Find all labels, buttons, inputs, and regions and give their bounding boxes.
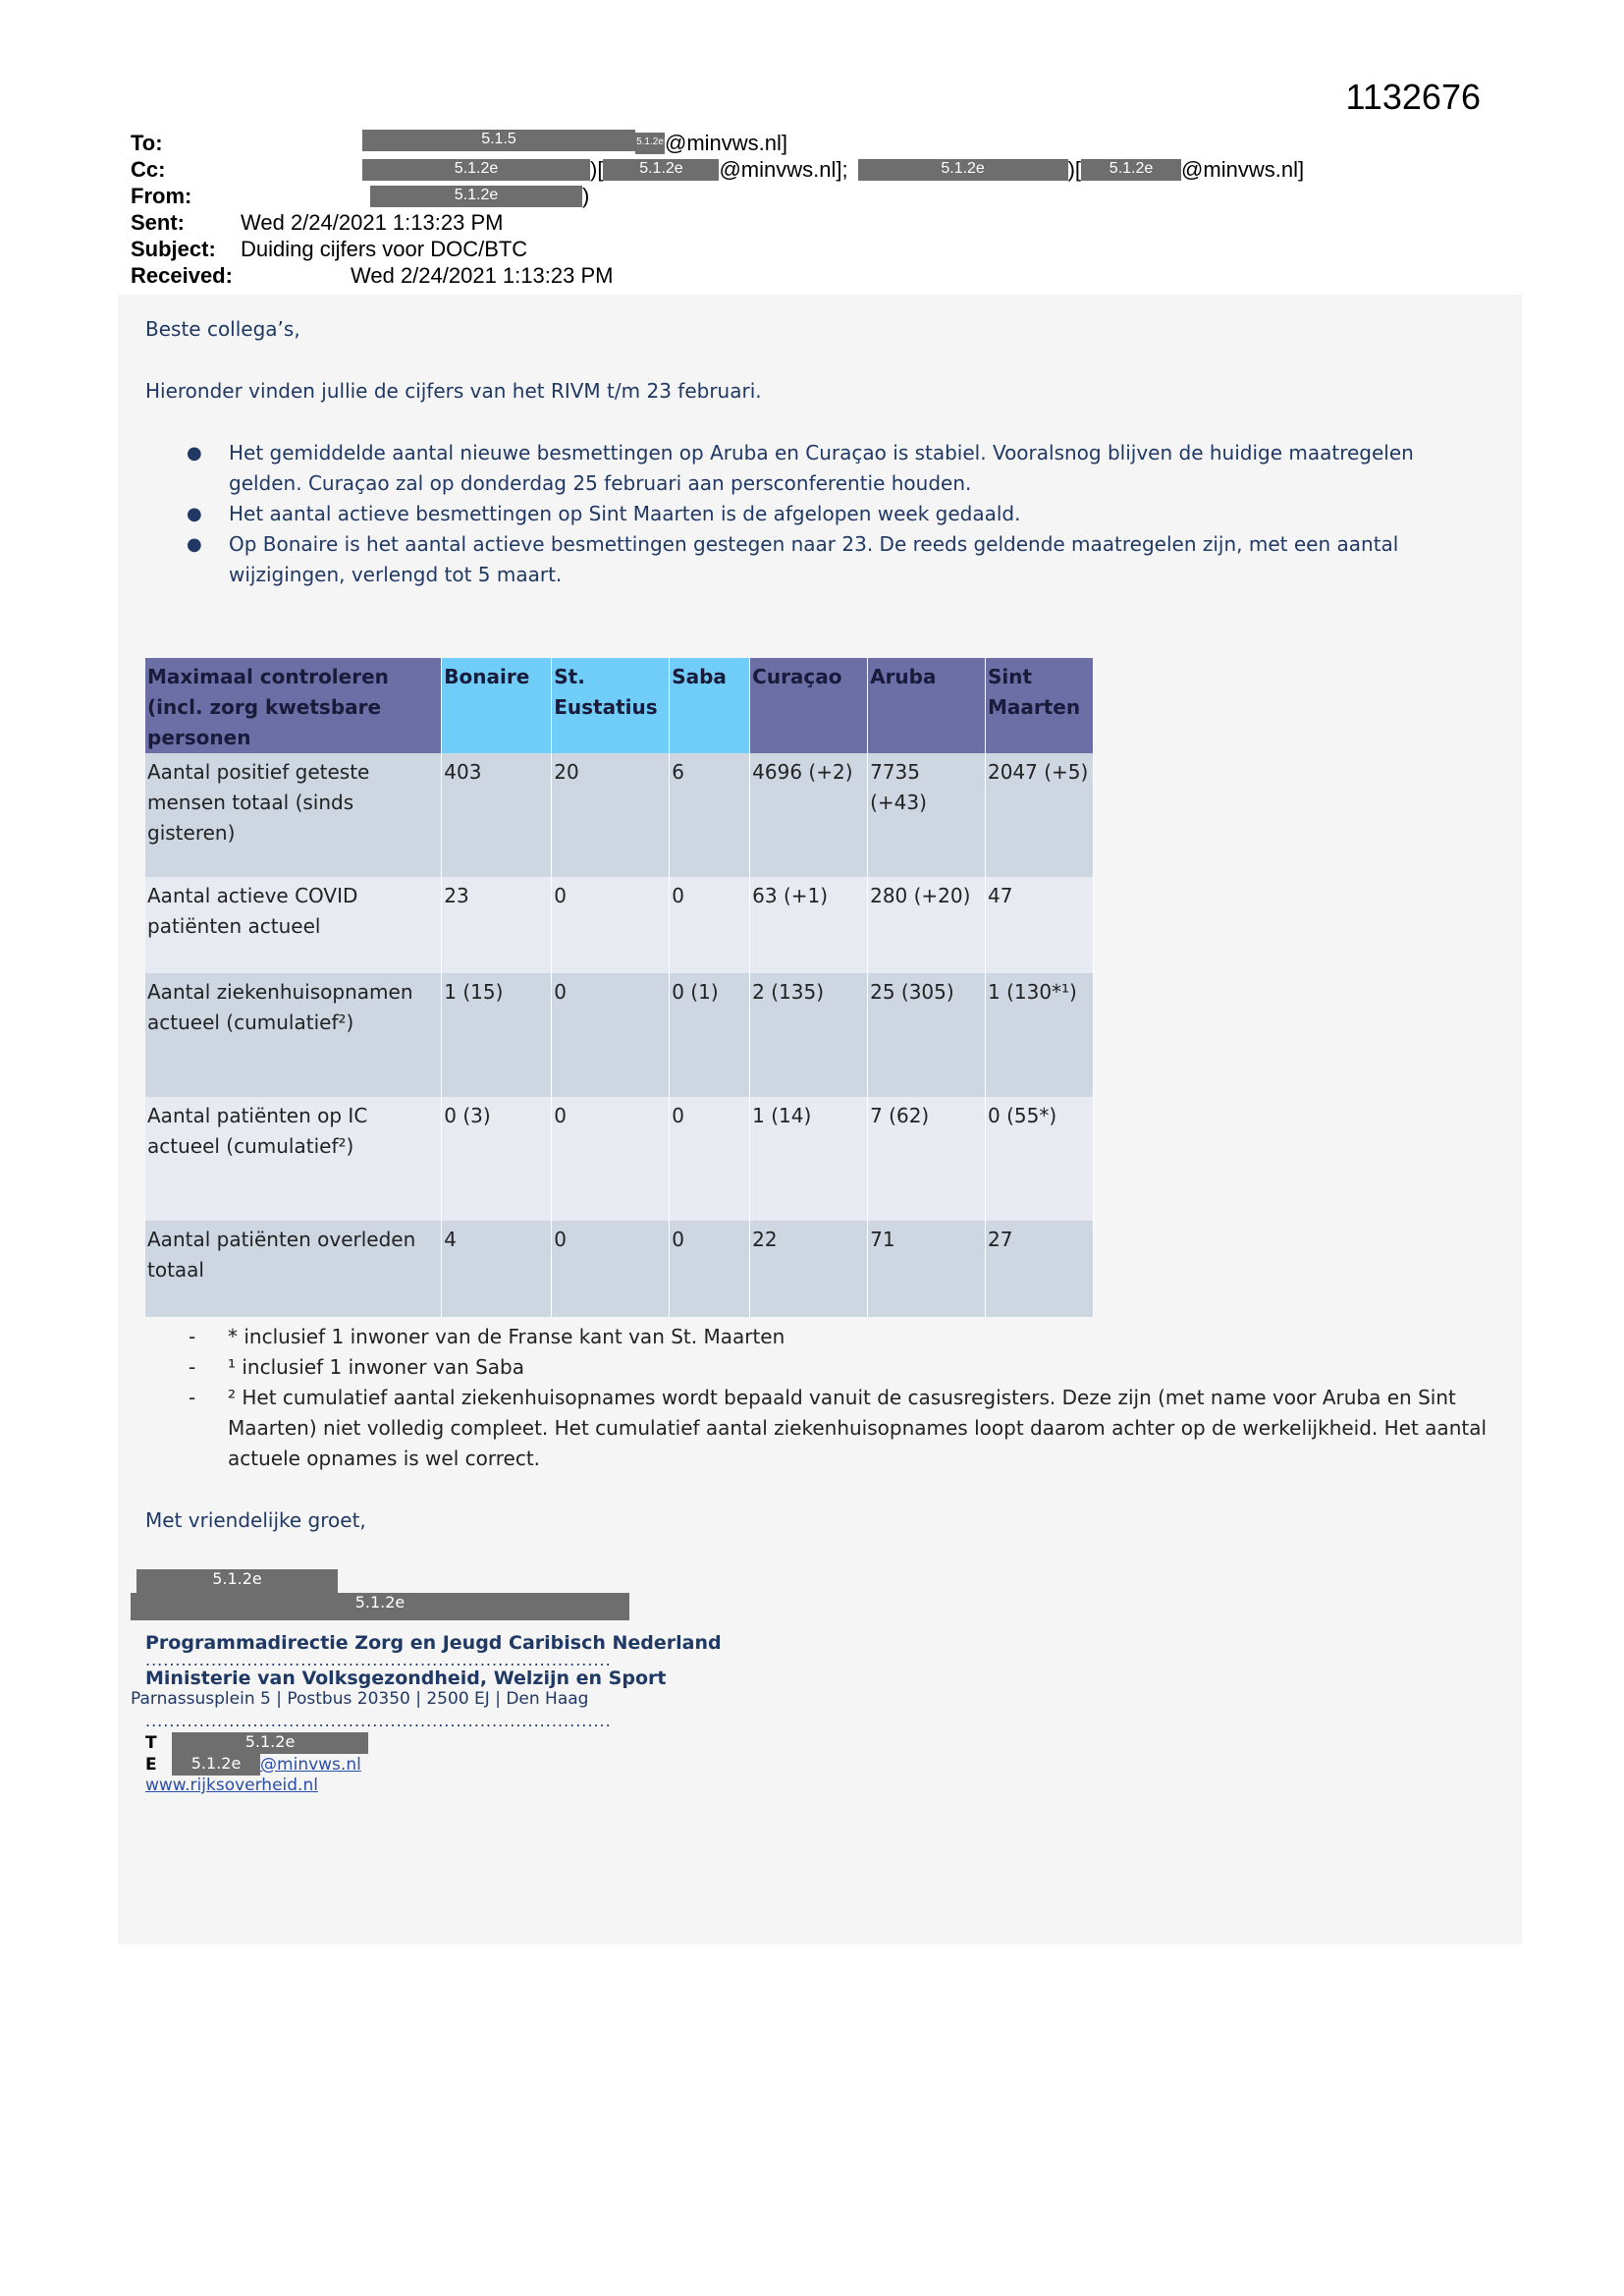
table-cell: 403: [442, 753, 552, 877]
table-cell: 0: [670, 1221, 750, 1317]
table-cell: Aantal patiënten op IC actueel (cumulatief²): [145, 1097, 442, 1221]
table-cell: 1 (130*¹): [985, 973, 1093, 1097]
email-header: [131, 130, 1304, 289]
table-row: [145, 973, 1094, 1097]
from-label: From:: [131, 184, 192, 208]
list-item: - ² Het cumulatief aantal ziekenhuisopnames wordt bepaald vanuit de casusregisters. Deze zijn (met name voor Aruba en Sint Maarten) niet volledig compleet. Het cumulatief aantal ziekenhuisopnames loopt daarom achter op de werkelijkheid. Het aantal actuele opnames is wel correct.: [177, 1383, 1492, 1474]
table-cell: 20: [552, 753, 670, 877]
table-cell: 280 (+20): [868, 877, 986, 973]
table-cell: 25 (305): [868, 973, 986, 1097]
cc-address-2: @minvws.nl]: [1181, 157, 1305, 182]
table-cell: 2 (135): [750, 973, 868, 1097]
cc-separator: )[: [590, 157, 604, 182]
email-link[interactable]: @minvws.nl: [260, 1755, 361, 1775]
table-cell: 1 (15): [442, 973, 552, 1097]
received-label: Received:: [131, 263, 233, 288]
table-cell: 0 (3): [442, 1097, 552, 1221]
table-cell: 71: [868, 1221, 986, 1317]
redaction-box: 5.1.2e: [1081, 159, 1181, 181]
table-cell: 47: [985, 877, 1093, 973]
table-cell: Aantal patiënten overleden totaal: [145, 1221, 442, 1317]
ministry-name: Ministerie van Volksgezondheid, Welzijn en Sport: [145, 1667, 667, 1689]
redaction-box: 5.1.2e: [858, 159, 1068, 181]
dash-icon: -: [189, 1386, 196, 1409]
table-cell: 0: [552, 1221, 670, 1317]
email-label: E: [145, 1755, 157, 1775]
table-cell: 7735 (+43): [868, 753, 986, 877]
address: Parnassusplein 5 | Postbus 20350 | 2500 EJ | Den Haag: [131, 1689, 589, 1709]
table-cell: 2047 (+5): [985, 753, 1093, 877]
dash-icon: -: [189, 1325, 196, 1348]
table-header-cell: St. Eustatius: [552, 658, 670, 753]
table-cell: 0 (1): [670, 973, 750, 1097]
table-cell: 23: [442, 877, 552, 973]
cc-label: Cc:: [131, 157, 166, 182]
table-cell: 22: [750, 1221, 868, 1317]
subject-value: Duiding cijfers voor DOC/BTC: [241, 237, 528, 261]
email-body: [145, 314, 1520, 590]
website-link[interactable]: www.rijksoverheid.nl: [145, 1776, 318, 1795]
footnotes-list: [177, 1322, 1492, 1474]
redaction-box: 5.1.2e: [172, 1754, 260, 1776]
table-cell: 63 (+1): [750, 877, 868, 973]
to-label: To:: [131, 131, 163, 155]
table-header-cell: Saba: [670, 658, 750, 753]
sent-label: Sent:: [131, 210, 185, 235]
list-item: ● Op Bonaire is het aantal actieve besmettingen gestegen naar 23. De reeds geldende maatregelen zijn, met een aantal wijzigingen, verlengd tot 5 maart.: [145, 529, 1520, 590]
redaction-box: 5.1.5: [362, 130, 635, 151]
subject-row: [131, 236, 1304, 262]
table-cell: 4: [442, 1221, 552, 1317]
bullet-icon: ●: [187, 504, 202, 524]
covid-figures-table: [145, 658, 1094, 1317]
redaction-box: 5.1.2e: [635, 133, 665, 154]
table-cell: 1 (14): [750, 1097, 868, 1221]
greeting: Beste collega’s,: [145, 317, 300, 341]
from-suffix: ): [582, 184, 590, 208]
redaction-box: 5.1.2e: [370, 186, 582, 207]
redaction-box: 5.1.2e: [172, 1732, 368, 1754]
phone-label: T: [145, 1733, 157, 1753]
table-row: [145, 753, 1094, 877]
dotted-divider: ..............................................................................: [145, 1712, 612, 1730]
table-cell: 0: [552, 973, 670, 1097]
to-row: [131, 130, 1304, 156]
table-header-row: [145, 658, 1094, 753]
signature-block: [131, 1569, 722, 1795]
sent-row: [131, 209, 1304, 236]
redaction-box: 5.1.2e: [131, 1593, 629, 1620]
table-cell: 27: [985, 1221, 1093, 1317]
closing-text: Met vriendelijke groet,: [145, 1508, 366, 1532]
redaction-box: 5.1.2e: [603, 159, 719, 181]
redaction-box: 5.1.2e: [362, 159, 590, 181]
document-id: 1132676: [1345, 77, 1481, 117]
table-row: [145, 1097, 1094, 1221]
cc-address-1: @minvws.nl];: [719, 157, 848, 182]
bullet-icon: ●: [187, 443, 202, 464]
intro-text: Hieronder vinden jullie de cijfers van het RIVM t/m 23 februari.: [145, 379, 762, 403]
from-row: [131, 183, 1304, 209]
table-cell: 0: [670, 877, 750, 973]
table-cell: Aantal positief geteste mensen totaal (sinds gisteren): [145, 753, 442, 877]
list-item: - ¹ inclusief 1 inwoner van Saba: [177, 1352, 1492, 1383]
to-address-suffix: @minvws.nl]: [665, 131, 788, 155]
table-cell: 6: [670, 753, 750, 877]
table-header-cell: Aruba: [868, 658, 986, 753]
table-cell: Aantal actieve COVID patiënten actueel: [145, 877, 442, 973]
cc-row: [131, 156, 1304, 183]
table-cell: 0: [552, 877, 670, 973]
redaction-box: 5.1.2e: [136, 1569, 338, 1593]
table-cell: 0: [670, 1097, 750, 1221]
received-row: [131, 262, 1304, 289]
bullet-icon: ●: [187, 534, 202, 555]
table-cell: 0: [552, 1097, 670, 1221]
subject-label: Subject:: [131, 237, 216, 261]
table-cell: Aantal ziekenhuisopnamen actueel (cumulatief²): [145, 973, 442, 1097]
dash-icon: -: [189, 1355, 196, 1379]
list-item: - * inclusief 1 inwoner van de Franse kant van St. Maarten: [177, 1322, 1492, 1352]
table-cell: 7 (62): [868, 1097, 986, 1221]
list-item: ● Het gemiddelde aantal nieuwe besmettingen op Aruba en Curaçao is stabiel. Vooralsnog blijven de huidige maatregelen gelden. Curaçao zal op donderdag 25 februari aan persconferentie houden.: [145, 438, 1520, 499]
cc-separator: )[: [1067, 157, 1082, 182]
dotted-divider: ..............................................................................: [145, 1651, 612, 1669]
table-cell: 0 (55*): [985, 1097, 1093, 1221]
table-header-cell: Curaçao: [750, 658, 868, 753]
table-header-cell: Maximaal controleren (incl. zorg kwetsbare personen: [145, 658, 442, 753]
table-row: [145, 877, 1094, 973]
table-row: [145, 1221, 1094, 1317]
table-cell: 4696 (+2): [750, 753, 868, 877]
list-item: ● Het aantal actieve besmettingen op Sint Maarten is de afgelopen week gedaald.: [145, 499, 1520, 529]
directorate-name: Programmadirectie Zorg en Jeugd Caribisch Nederland: [145, 1632, 722, 1654]
bullet-list: [145, 438, 1520, 590]
received-value: Wed 2/24/2021 1:13:23 PM: [351, 263, 614, 288]
sent-value: Wed 2/24/2021 1:13:23 PM: [241, 210, 504, 235]
table-header-cell: Bonaire: [442, 658, 552, 753]
table-header-cell: Sint Maarten: [985, 658, 1093, 753]
